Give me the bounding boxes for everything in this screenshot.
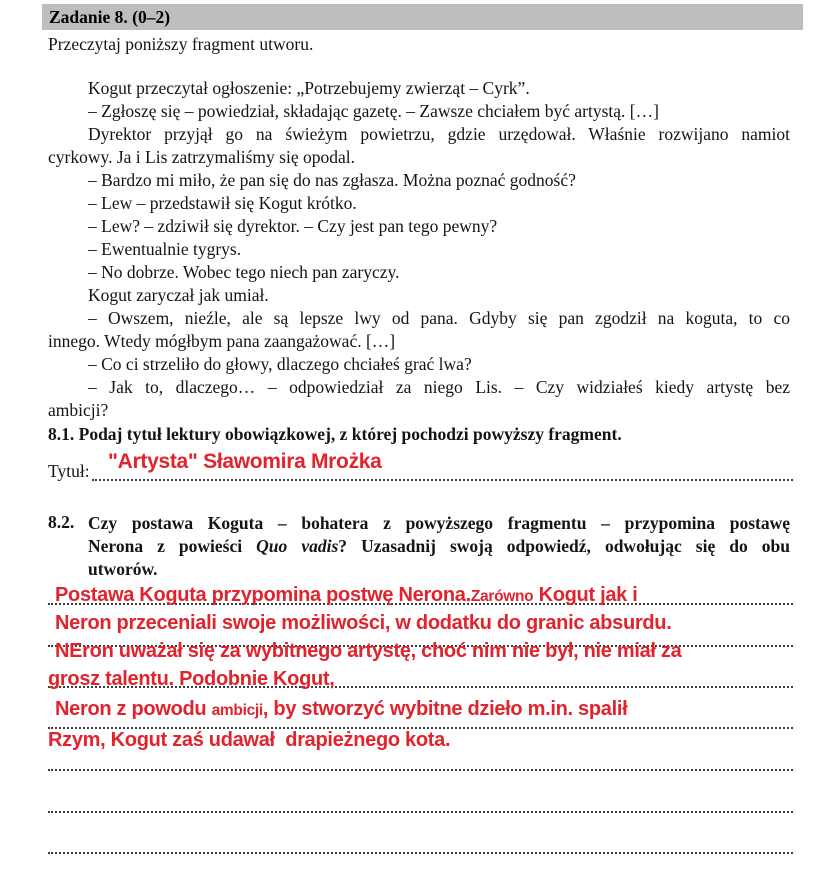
fragment-line: – Ewentualnie tygrys. [88,239,242,259]
fragment-line: Kogut zaryczał jak umiał. [88,285,269,305]
answer-blank-line [48,769,793,771]
answer-text-small: ambicji [211,702,263,719]
question-8-2-heading-line [88,535,790,558]
handwritten-answer-line: Rzym, Kogut zaś udawał drapieżnego kota. [48,729,451,751]
question-8-2-heading-line: utworów. [88,559,158,579]
handwritten-title-answer: "Artysta" Sławomira Mrożka [108,450,382,473]
answer-blank-line [48,811,793,813]
handwritten-answer-line: grosz talentu. Podobnie Kogut, [48,668,335,690]
fragment-line: – Co ci strzeliło do głowy, dlaczego chciałeś grać lwa? [88,354,472,374]
answer-text: , by stworzyć wybitne dzieło m.in. spalił [262,698,628,720]
handwritten-answer-line [55,584,638,608]
heading-text: ? Uzasadnij swoją odpowiedź, odwołując się do obu [338,536,791,556]
fragment-line: – Jak to, dlaczego… – odpowiedział za niego Lis. – Czy widziałeś kiedy artystę bez [88,377,790,397]
answer-text: Kogut jak i [533,584,638,606]
fragment-line: – Owszem, nieźle, ale są lepsze lwy od pana. Gdyby się pan zgodził na koguta, to co [88,308,790,328]
fragment-line: – Lew – przedstawił się Kogut krótko. [88,193,357,213]
heading-text: Nerona z powieści [88,536,257,556]
handwritten-answer-line: Neron przeceniali swoje możliwości, w dodatku do granic absurdu. [55,612,672,634]
handwritten-answer-line [55,698,627,722]
fragment-line: – Zgłoszę się – powiedział, składając gazetę. – Zawsze chciałem być artystą. […] [88,101,659,121]
question-8-2-number: 8.2. [48,512,75,532]
fragment-line: – Lew? – zdziwił się dyrektor. – Czy jest pan tego pewny? [88,216,498,236]
answer-text: Neron z powodu [55,698,212,720]
handwritten-answer-line: NEron uważał się za wybitnego artystę, choć nim nie był, nie miał za [55,640,682,662]
answer-text-small: Zarówno [470,588,534,605]
fragment-line: Dyrektor przyjął go na świeżym powietrzu, gdzie urzędował. Właśnie rozwijano namiot [88,124,790,144]
task-instruction: Przeczytaj poniższy fragment utworu. [48,34,314,54]
question-8-1-heading: 8.1. Podaj tytuł lektury obowiązkowej, z której pochodzi powyższy fragment. [48,424,622,444]
question-8-2-heading [88,512,790,581]
literary-fragment [48,77,790,422]
fragment-line: innego. Wtedy mógłbym pana zaangażować. […] [48,331,396,351]
title-answer-blank-line [92,479,793,481]
book-title-italic: Quo vadis [256,536,339,556]
fragment-line: – No dobrze. Wobec tego niech pan zaryczy. [88,262,400,282]
fragment-line: ambicji? [48,400,109,420]
answer-text: Postawa Koguta przypomina postwę Nerona. [55,584,471,606]
question-8-2-heading-line: Czy postawa Koguta – bohatera z powyższego fragmentu – przypomina postawę [88,513,790,533]
fragment-line: Kogut przeczytał ogłoszenie: „Potrzebujemy zwierząt – Cyrk”. [88,78,530,98]
title-field-label: Tytuł: [48,461,90,481]
fragment-line: – Bardzo mi miło, że pan się do nas zgłasza. Można poznać godność? [88,170,576,190]
fragment-line: cyrkowy. Ja i Lis zatrzymaliśmy się opodal. [48,147,355,167]
task-header-bar [42,4,803,30]
answer-blank-line [48,852,793,854]
task-title: Zadanie 8. (0–2) [49,7,171,27]
